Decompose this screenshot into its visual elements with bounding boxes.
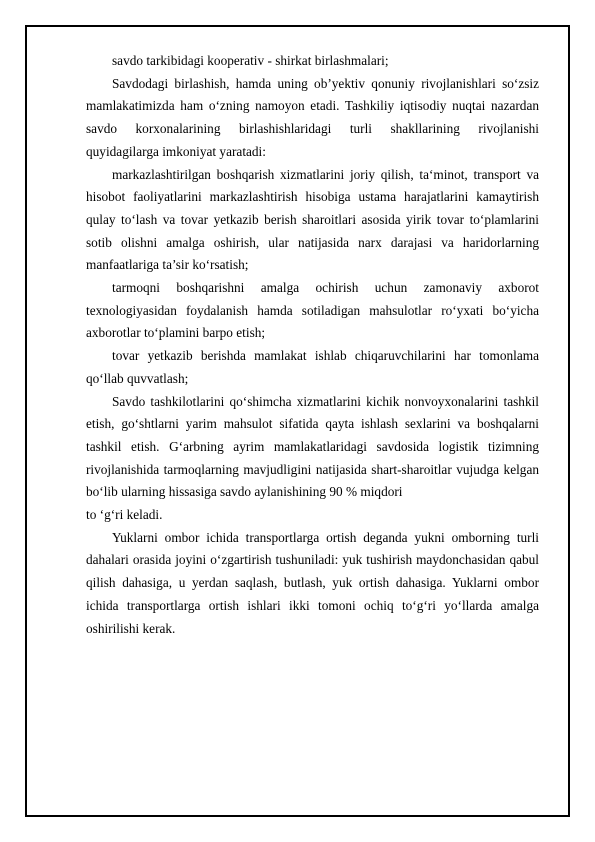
document-body (86, 50, 539, 640)
paragraph-warehouse-loading: Yuklarni ombor ichida transportlarga ortish deganda yukni omborning turli dahalari orasida joyini o‘zgartirish tushuniladi: yuk tushirish maydonchasidan qabul qilish dahasiga, u yerdan saqlash, butlash, yuk ortish dahasiga. Yuklarni ombor ichida transportlarga ortish ishlari ikki tomoni ochiq to‘g‘ri yo‘llarda amalga oshirilishi kerak. (86, 529, 539, 636)
paragraph-cooperative: savdo tarkibidagi kooperativ - shirkat birlashmalari; (112, 53, 389, 68)
paragraph-trade-integration: Savdodagi birlashish, hamda uning ob’yektiv qonuniy rivojlanishlari so‘zsiz mamlakatimizda ham o‘zning namoyon etadi. Tashkiliy iqtisodiy nuqtai nazardan savdo korxonalarining birlashishlaridagi turli shakllarining rivojlanishi quyidagilarga imkoniyat yaratadi: (86, 75, 539, 159)
paragraph-producer-support: tovar yetkazib berishda mamlakat ishlab chiqaruvchilarini har tomonlama qo‘llab quvvatlash; (86, 348, 539, 386)
paragraph-additional-services: Savdo tashkilotlarini qo‘shimcha xizmatlarini kichik nonvoyxonalarini tashkil etish, go‘shtlarni yarim mahsulot sifatida qayta ishlash sexlarini va boshqalarni tashkil etish. G‘arbning ayrim mamlakatlaridagi savdosida logistik tizimning rivojlanishida tarmoqlarning mavjudligini natijasida shart-sharoitlar vujudga kelgan bo‘lib ularning hissasiga savdo aylanishining 90 % miqdori (86, 393, 539, 500)
paragraph-centralized-management: markazlashtirilgan boshqarish xizmatlarini joriy qilish, ta‘minot, transport va hisobot faoliyatlarini markazlashtirish hisobiga ustama harajatlarini kamaytirish qulay to‘lash va tovar yetkazib berish sharoitlari asosida yirik tovar to‘plamlarini sotib olishni amalga oshirish, ular natijasida narx darajasi va haridorlarning manfaatlariga ta’sir ko‘rsatish; (86, 166, 539, 273)
paragraph-continuation: to ‘g‘ri keladi. (86, 507, 163, 523)
paragraph-information-technology: tarmoqni boshqarishni amalga ochirish uchun zamonaviy axborot texnologiyasidan foydalanish hamda sotiladigan mahsulotlar ro‘yxati bo‘yicha axborotlar to‘plamini barpo etish; (86, 280, 539, 341)
